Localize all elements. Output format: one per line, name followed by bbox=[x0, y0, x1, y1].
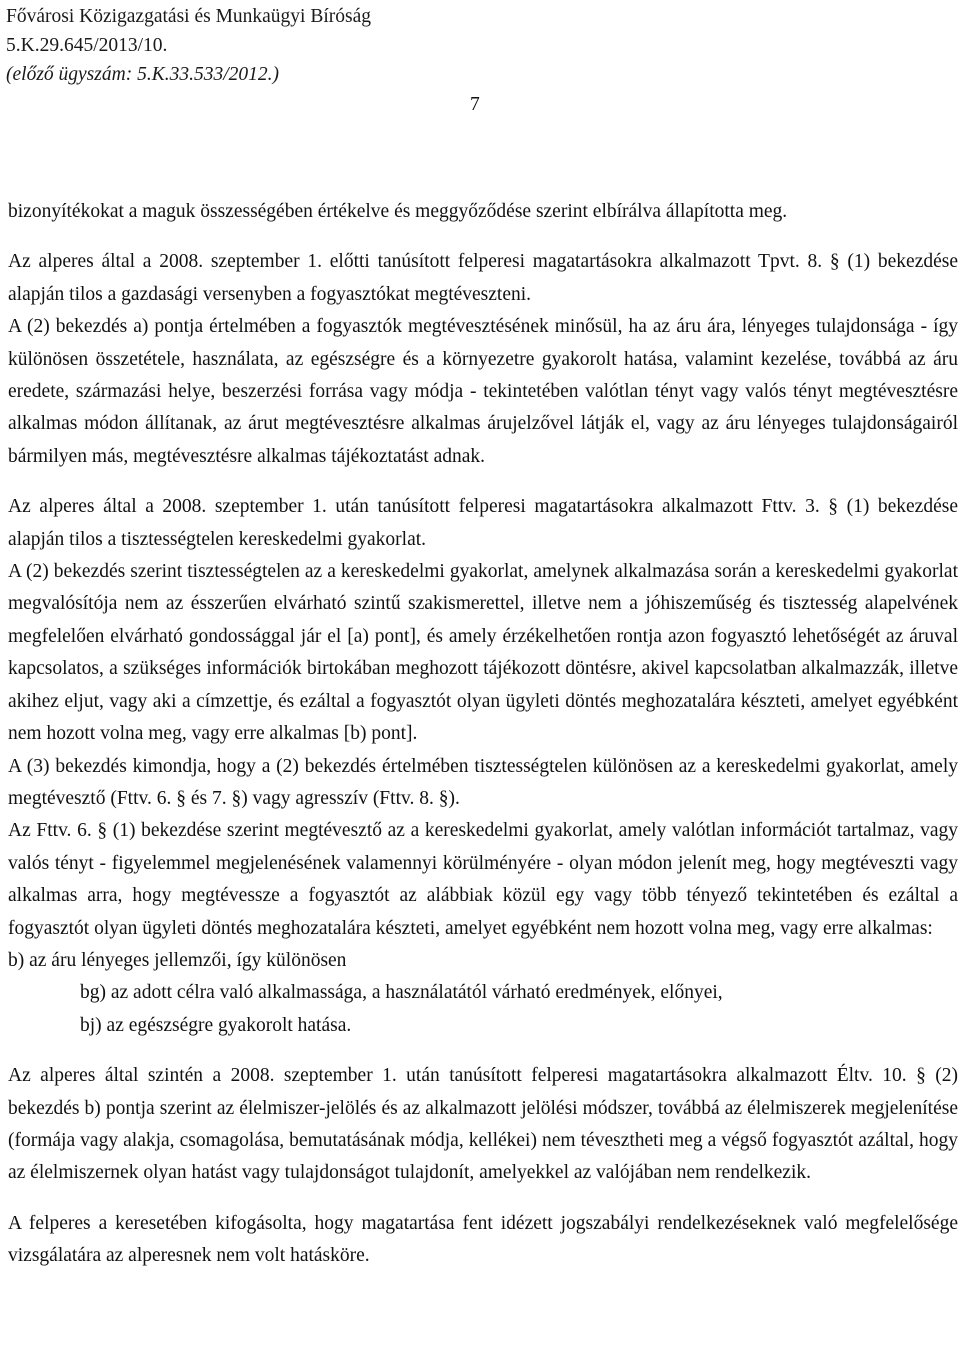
document-header bbox=[6, 2, 371, 89]
paragraph-5: A (2) bekezdés szerint tisztességtelen az a kereskedelmi gyakorlat, amelynek alkalmazása során a kereskedelmi gyakorlat megvalósítója nem az ésszerűen elvárható szintű szakismerettel, illetve nem a jóhiszeműség és tisztesség alapelvének megfelelően elvárható gondossággal jár el [a) pont], és amely érzékelhetően rontja azon fogyasztó lehetőségét az áruval kapcsolatos, a szükséges információk birtokában meghozott tájékozott döntésre, akivel kapcsolatban alkalmazzák, illetve akihez eljut, vagy aki a címzettje, és ezáltal a fogyasztót olyan ügyleti döntés meghozatalára készteti, amelyet egyébként nem hozott volna meg, vagy erre alkalmas [b) pont]. bbox=[8, 561, 958, 745]
paragraph-7: Az Fttv. 6. § (1) bekezdése szerint megtévesztő az a kereskedelmi gyakorlat, amely valótlan információt tartalmaz, vagy valós tényt - figyelemmel megjelenésének valamennyi körülményére - olyan módon jelenít meg, hogy megtéveszti vagy alkalmas arra, hogy megtévessze a fogyasztót az alábbiak közül egy vagy több tényező tekintetében és ezáltal a fogyasztót olyan ügyleti döntés meghozatalára készteti, amelyet egyébként nem hozott volna meg, vagy erre alkalmas: bbox=[8, 820, 958, 939]
paragraph-4: Az alperes által a 2008. szeptember 1. után tanúsított felperesi magatartásokra alkalmazott Fttv. 3. § (1) bekezdése alapján tilos a tisztességtelen kereskedelmi gyakorlat. bbox=[8, 496, 958, 550]
paragraph-9: A felperes a keresetében kifogásolta, hogy magatartása fent idézett jogszabályi rendelkezéseknek való megfelelősége vizsgálatára az alperesnek nem volt hatásköre. bbox=[8, 1212, 958, 1267]
case-number: 5.K.29.645/2013/10. bbox=[6, 35, 168, 56]
list-item-bj: bj) az egészségre gyakorolt hatása. bbox=[80, 1014, 352, 1036]
paragraph-1: bizonyítékokat a maguk összességében értékelve és meggyőződése szerint elbírálva állapította meg. bbox=[8, 201, 788, 222]
court-name: Fővárosi Közigazgatási és Munkaügyi Bíróság bbox=[6, 6, 372, 27]
document-body bbox=[8, 196, 958, 1273]
page-number: 7 bbox=[470, 94, 480, 115]
paragraph-3: A (2) bekezdés a) pontja értelmében a fogyasztók megtévesztésének minősül, ha az áru ára, lényeges tulajdonsága - így különösen összetétele, használata, az egészségre és a környezetre gyakorolt hatása, valamint kezelése, továbbá az áru eredete, származási helye, beszerzési forrása vagy módja - tekintetében valótlan tényt vagy valós tényt megtévesztésre alkalmas módon állítanak, az árut megtévesztésre alkalmas árujelzővel látják el, vagy az áru lényeges tulajdonságairól bármilyen más, megtévesztésre alkalmas tájékoztatást adnak. bbox=[8, 316, 958, 467]
paragraph-6: A (3) bekezdés kimondja, hogy a (2) bekezdés értelmében tisztességtelen különösen az a kereskedelmi gyakorlat, amely megtévesztő (Fttv. 6. § és 7. §) vagy agresszív (Fttv. 8. §). bbox=[8, 755, 958, 809]
list-item-bg: bg) az adott célra való alkalmassága, a használatától várható eredmények, előnyei, bbox=[80, 982, 723, 1004]
list-item-b: b) az áru lényeges jellemzői, így különösen bbox=[8, 949, 347, 971]
paragraph-2: Az alperes által a 2008. szeptember 1. előtti tanúsított felperesi magatartásokra alkalmazott Tpvt. 8. § (1) bekezdése alapján tilos a gazdasági versenyben a fogyasztókat megtéveszteni. bbox=[8, 251, 958, 305]
paragraph-8: Az alperes által szintén a 2008. szeptember 1. után tanúsított felperesi magatartásokra alkalmazott Éltv. 10. § (2) bekezdés b) pontja szerint az élelmiszer-jelölés és az alkalmazott jelölési módszer, továbbá az élelmiszerek megjelenítése (formája vagy alakja, csomagolása, bemutatásának módja, kellékei) nem tévesztheti meg a végső fogyasztót azáltal, hogy az élelmiszernek olyan hatást vagy tulajdonságot tulajdonít, amelyekkel az valójában nem rendelkezik. bbox=[8, 1065, 958, 1184]
previous-case-number: (előző ügyszám: 5.K.33.533/2012.) bbox=[6, 64, 279, 85]
